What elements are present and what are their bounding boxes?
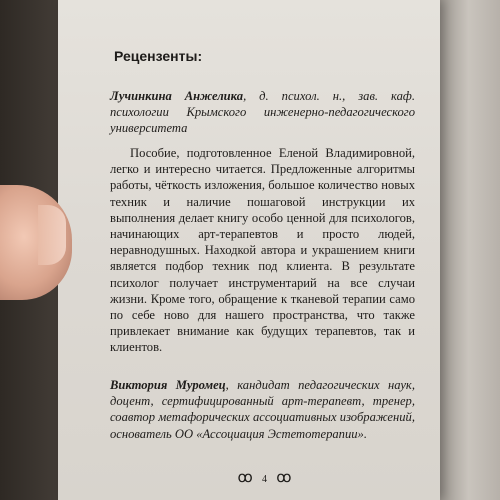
reviewer-2-name: Виктория Муромец xyxy=(110,378,226,392)
page-footer xyxy=(216,468,316,487)
thumb-nail xyxy=(38,205,66,265)
review-body: Пособие, подготовленное Еленой Владимировной, легко и интересно читается. Предложенные алгоритмы работы, чёткость изложения, большое количество новых техник и наличие пошаговой инструкции их выполнения делает книгу особо ценной для психологов, начинающих арт-терапевтов и просто людей, неравнодушных. Находкой автора и украшением книги является подбор техник под клиента. В результате психолог получает инструментарий на все случаи жизни. Кроме того, обращение к тканевой терапии само по себе ново для нашего пространства, что также привлекает внимание как будущих терапевтов, так и клиентов. xyxy=(110,146,415,355)
next-page-edge xyxy=(430,0,500,500)
reviewer-1-name: Лучинкина Анжелика xyxy=(110,89,244,103)
left-ornament-icon: ꝏ xyxy=(237,470,256,486)
reviewers-heading: Рецензенты: xyxy=(114,48,203,64)
right-ornament-icon: ꝏ xyxy=(276,470,295,486)
reviewer-1-text: , д. психол. н., зав. каф. психологии Крымского инженерно-педагогического университета xyxy=(110,89,416,136)
reviewer-2 xyxy=(110,377,415,442)
reviewer-2-text: , кандидат педагогических наук, доцент, сертифицированный арт-терапевт, тренер, соавтор метафорических ассоциативных изображений, основатель ОО «Ассоциация Эстетотерапии». xyxy=(110,378,415,441)
book-page xyxy=(58,0,440,500)
page-number: 4 xyxy=(262,474,270,485)
reviewer-1 xyxy=(110,88,415,137)
